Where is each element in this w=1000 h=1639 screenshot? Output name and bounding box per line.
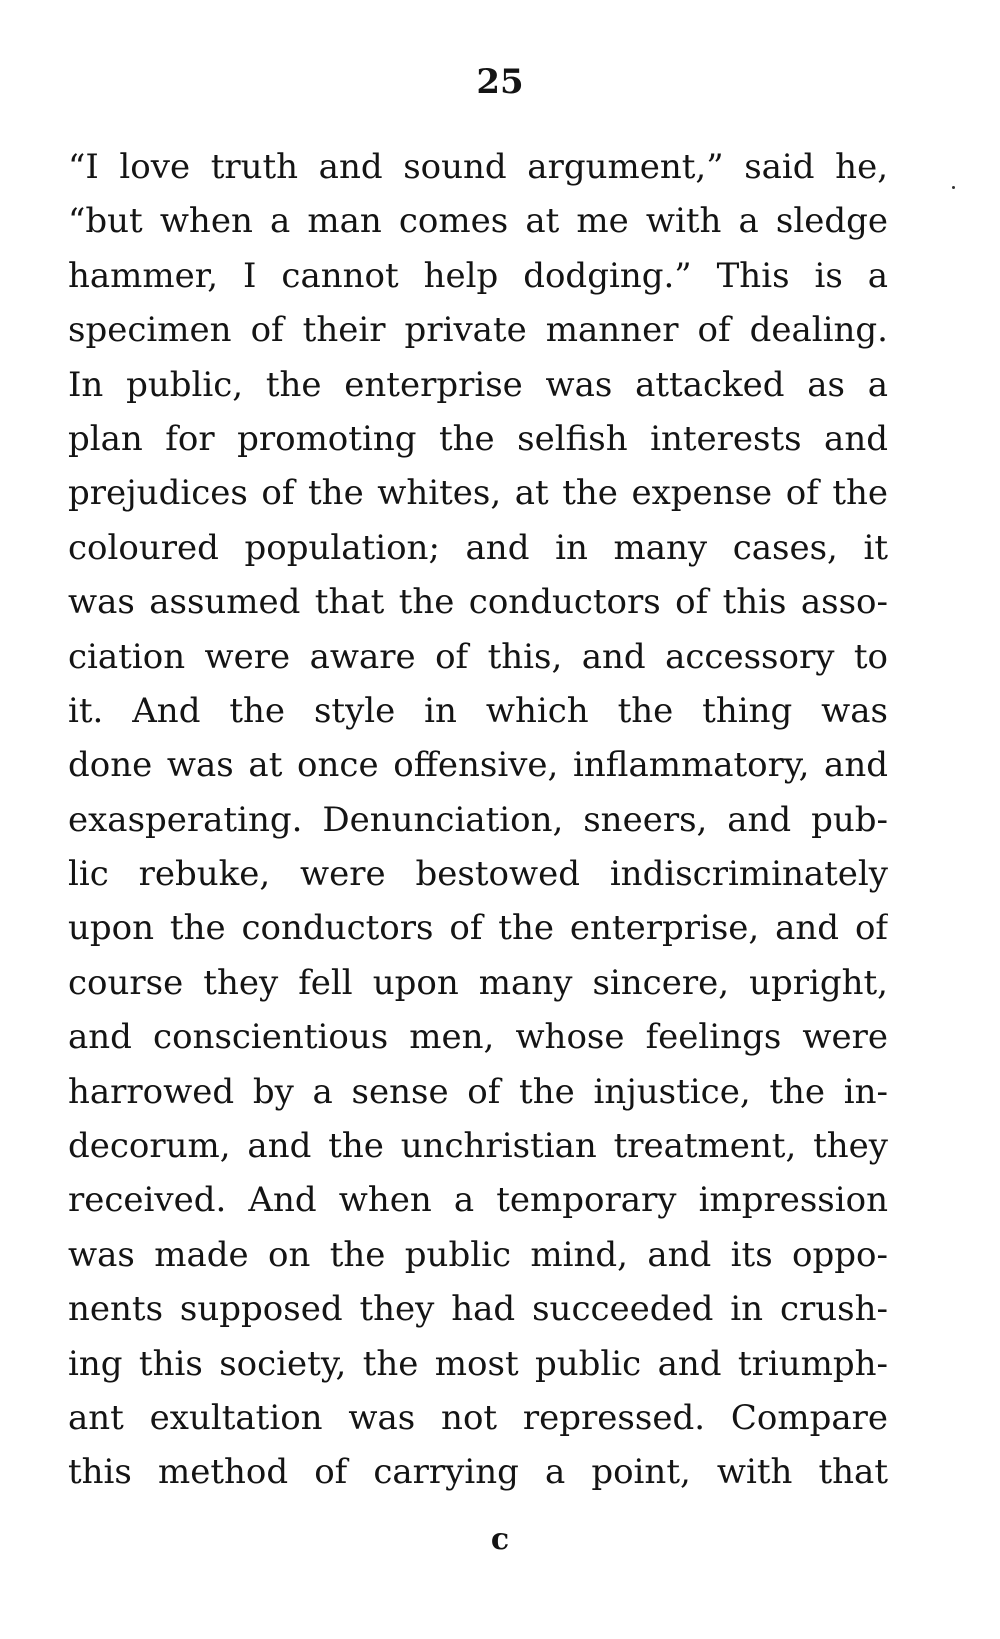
- text-line: was made on the public mind, and its oppo-: [68, 1234, 888, 1275]
- text-line: prejudices of the whites, at the expense of the: [68, 473, 888, 514]
- text-line: it. And the style in which the thing was: [68, 690, 888, 731]
- text-line: ciation were aware of this, and accessory to: [68, 636, 888, 677]
- text-line: specimen of their private manner of dealing.: [68, 310, 888, 351]
- text-line: plan for promoting the selfish interests and: [68, 418, 888, 459]
- text-line: “but when a man comes at me with a sledge: [68, 201, 888, 242]
- text-line: decorum, and the unchristian treatment, they: [68, 1126, 888, 1167]
- text-line: exasperating. Denunciation, sneers, and pub-: [68, 799, 888, 840]
- text-line: and conscientious men, whose feelings were: [68, 1017, 888, 1058]
- text-line: course they fell upon many sincere, upright,: [68, 962, 888, 1003]
- text-line: In public, the enterprise was attacked as a: [68, 364, 888, 405]
- text-line: “I love truth and sound argument,” said he,: [68, 147, 888, 187]
- text-line: nents supposed they had succeeded in crush-: [68, 1289, 888, 1330]
- page-number: 25: [476, 62, 524, 102]
- text-line: ing this society, the most public and triumph-: [68, 1343, 888, 1384]
- text-line: ant exultation was not repressed. Compare: [68, 1397, 888, 1438]
- text-line: was assumed that the conductors of this asso-: [68, 582, 888, 623]
- signature-mark: c: [490, 1522, 510, 1557]
- text-line: harrowed by a sense of the injustice, the in-: [68, 1071, 888, 1112]
- text-line: lic rebuke, were bestowed indiscriminately: [68, 854, 888, 895]
- text-line: received. And when a temporary impression: [68, 1180, 888, 1221]
- text-line: done was at once offensive, inflammatory, and: [68, 745, 888, 786]
- body-text: [68, 140, 888, 1500]
- margin-speck: [952, 186, 955, 189]
- text-line: coloured population; and in many cases, it: [68, 527, 888, 568]
- text-line: upon the conductors of the enterprise, and of: [68, 908, 888, 949]
- text-line: hammer, I cannot help dodging.” This is a: [68, 255, 888, 296]
- text-line: this method of carrying a point, with that: [68, 1452, 888, 1493]
